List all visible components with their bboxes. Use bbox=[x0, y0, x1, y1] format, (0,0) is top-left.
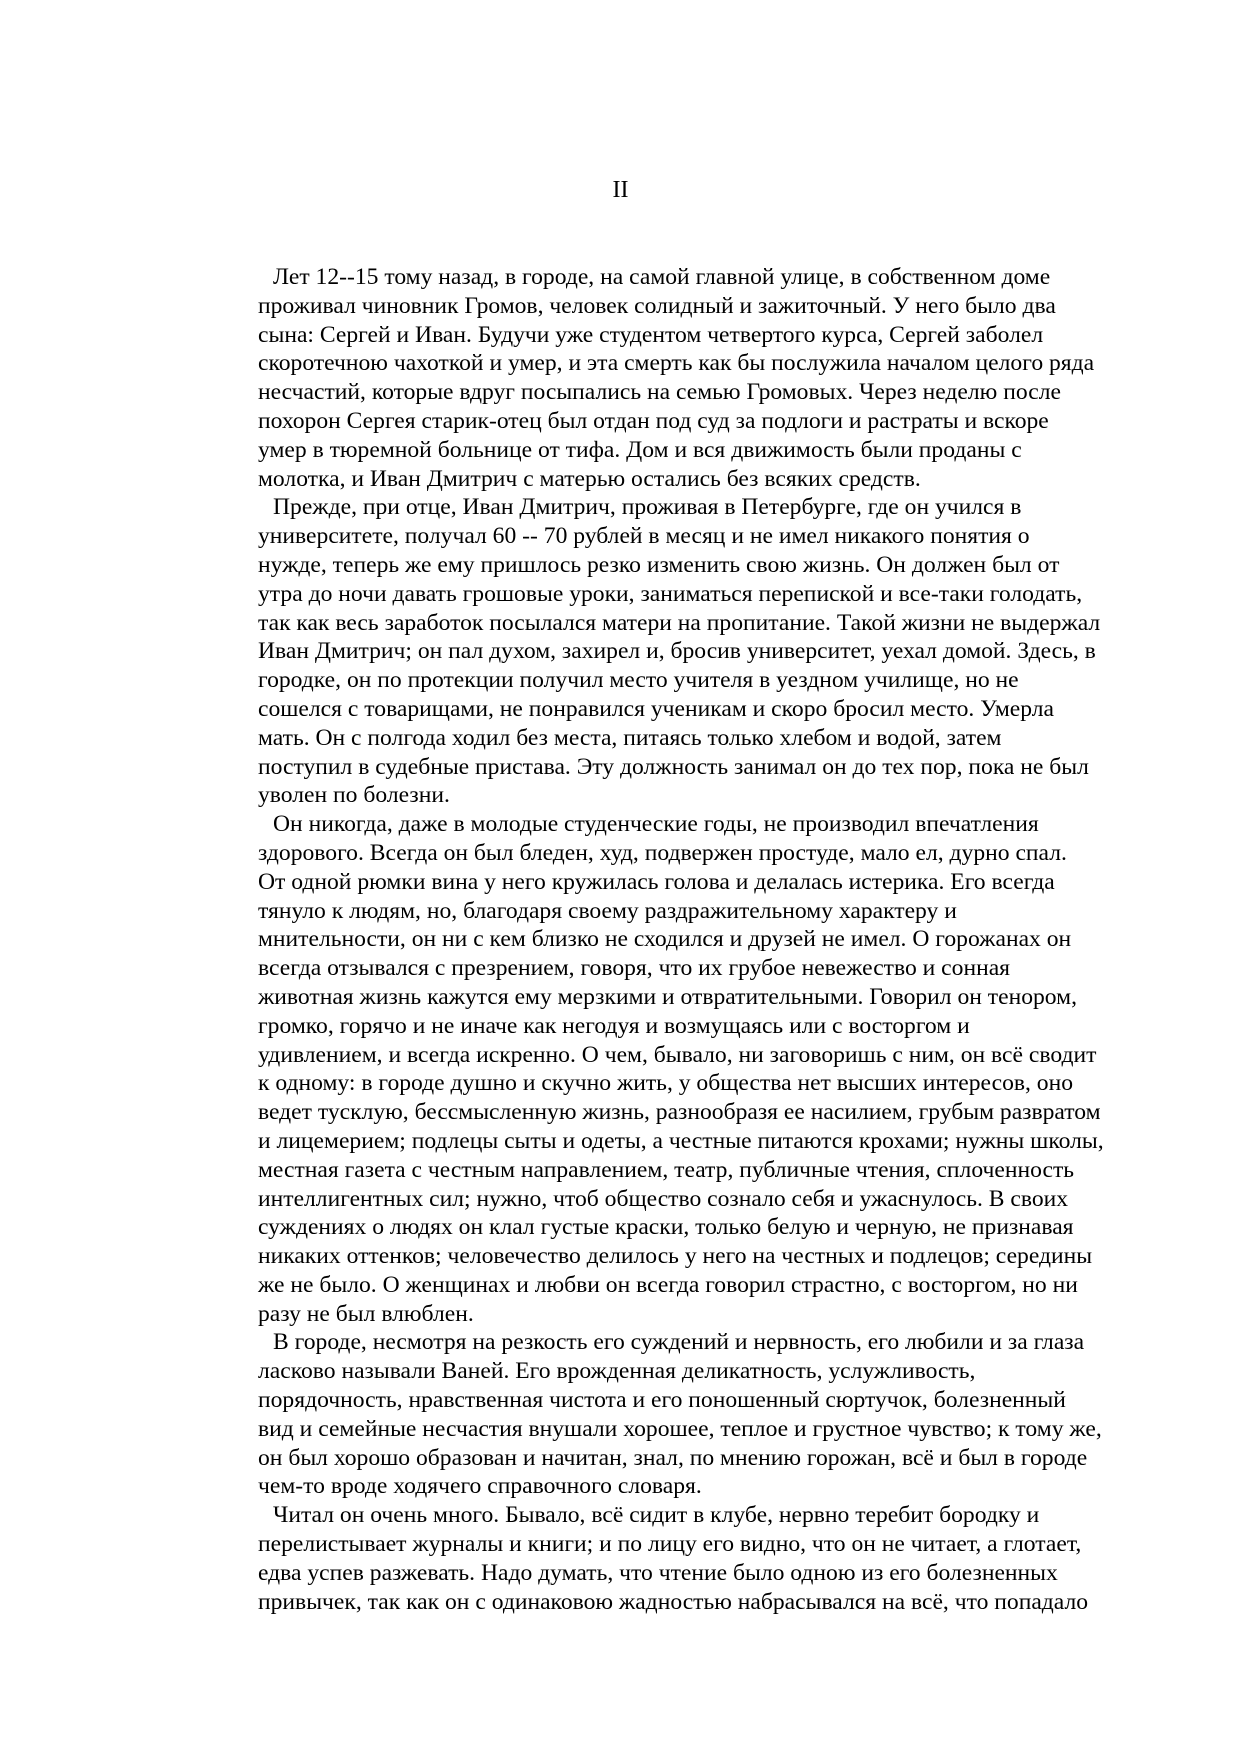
text-line: мать. Он с полгода ходил без места, питаясь только хлебом и водой, затем bbox=[258, 724, 1002, 751]
text-line: поступил в судебные пристава. Эту должность занимал он до тех пор, пока не был bbox=[258, 753, 1089, 780]
text-line: и лицемерием; подлецы сыты и одеты, а честные питаются крохами; нужны школы, bbox=[258, 1127, 1104, 1154]
text-line: городке, он по протекции получил место учителя в уездном училище, но не bbox=[258, 667, 1019, 694]
text-line: порядочность, нравственная чистота и его поношенный сюртучок, болезненный bbox=[258, 1387, 1066, 1414]
text-line: похорон Сергея старик-отец был отдан под суд за подлоги и растраты и вскоре bbox=[258, 407, 1049, 434]
text-line: местная газета с честным направлением, театр, публичные чтения, сплоченность bbox=[258, 1156, 1075, 1183]
text-line: громко, горячо и не иначе как негодуя и возмущаясь или с восторгом и bbox=[258, 1012, 970, 1039]
text-line: проживал чиновник Громов, человек солидный и зажиточный. У него было два bbox=[258, 292, 1056, 319]
text-line: ведет тусклую, бессмысленную жизнь, разнообразя ее насилием, грубым развратом bbox=[258, 1099, 1101, 1126]
text-line: несчастий, которые вдруг посыпались на семью Громовых. Через неделю после bbox=[258, 379, 1061, 406]
text-line: нужде, теперь же ему пришлось резко изменить свою жизнь. Он должен был от bbox=[258, 551, 1060, 578]
text-line: никаких оттенков; человечество делилось у него на честных и подлецов; середины bbox=[258, 1243, 1093, 1270]
text-line: чем-то вроде ходячего справочного словаря. bbox=[258, 1473, 702, 1500]
paragraph-first-line: Читал он очень много. Бывало, всё сидит в клубе, нервно теребит бородку и bbox=[273, 1502, 1040, 1529]
text-line: мнительности, он ни с кем близко не сходился и друзей не имел. О горожанах он bbox=[258, 926, 1072, 953]
text-line: Иван Дмитрич; он пал духом, захирел и, бросив университет, уехал домой. Здесь, в bbox=[258, 638, 1096, 665]
text-line: всегда отзывался с презрением, говоря, что их грубое невежество и сонная bbox=[258, 955, 1011, 982]
text-line: умер в тюремной больнице от тифа. Дом и вся движимость были проданы с bbox=[258, 436, 1022, 463]
text-line: же не было. О женщинах и любви он всегда говорил страстно, с восторгом, но ни bbox=[258, 1271, 1078, 1298]
text-line: От одной рюмки вина у него кружилась голова и делалась истерика. Его всегда bbox=[258, 868, 1055, 895]
text-line: разу не был влюблен. bbox=[258, 1300, 474, 1327]
text-line: ласково называли Ваней. Его врожденная деликатность, услужливость, bbox=[258, 1358, 976, 1385]
text-line: интеллигентных сил; нужно, чтоб общество сознало себя и ужаснулось. В своих bbox=[258, 1185, 1069, 1212]
paragraph-first-line: В городе, несмотря на резкость его суждений и нервность, его любили и за глаза bbox=[273, 1329, 1085, 1356]
text-line: перелистывает журналы и книги; и по лицу его видно, что он не читает, а глотает, bbox=[258, 1531, 1082, 1558]
text-line: так как весь заработок посылался матери на пропитание. Такой жизни не выдержал bbox=[258, 609, 1101, 636]
text-line: он был хорошо образован и начитан, знал, по мнению горожан, всё и был в городе bbox=[258, 1444, 1088, 1471]
text-line: едва успев разжевать. Надо думать, что чтение было одною из его болезненных bbox=[258, 1559, 1058, 1586]
text-line: удивлением, и всегда искренно. О чем, бывало, ни заговоришь с ним, он всё сводит bbox=[258, 1041, 1097, 1068]
text-line: сошелся с товарищами, не понравился ученикам и скоро бросил место. Умерла bbox=[258, 695, 1054, 722]
paragraph-first-line: Он никогда, даже в молодые студенческие годы, не производил впечатления bbox=[273, 811, 1039, 838]
text-line: уволен по болезни. bbox=[258, 782, 450, 809]
text-line: тянуло к людям, но, благодаря своему раздражительному характеру и bbox=[258, 897, 957, 924]
text-line: животная жизнь кажутся ему мерзкими и отвратительными. Говорил он тенором, bbox=[258, 983, 1077, 1010]
text-line: вид и семейные несчастия внушали хорошее, теплое и грустное чувство; к тому же, bbox=[258, 1415, 1102, 1442]
text-line: к одному: в городе душно и скучно жить, у общества нет высших интересов, оно bbox=[258, 1070, 1074, 1097]
body-text bbox=[258, 263, 1158, 1616]
text-line: молотка, и Иван Дмитрич с матерью остались без всяких средств. bbox=[258, 465, 921, 492]
text-line: скоротечною чахоткой и умер, и эта смерть как бы послужила началом целого ряда bbox=[258, 350, 1095, 377]
paragraph-first-line: Прежде, при отце, Иван Дмитрич, проживая в Петербурге, где он учился в bbox=[273, 494, 1022, 521]
text-line: университете, получал 60 -- 70 рублей в месяц и не имел никакого понятия о bbox=[258, 523, 1030, 550]
paragraph-first-line: Лет 12--15 тому назад, в городе, на самой главной улице, в собственном доме bbox=[273, 264, 1051, 290]
text-line: сына: Сергей и Иван. Будучи уже студентом четвертого курса, Сергей заболел bbox=[258, 321, 1044, 348]
text-line: привычек, так как он с одинаковою жадностью набрасывался на всё, что попадало bbox=[258, 1588, 1089, 1615]
chapter-heading: II bbox=[612, 177, 629, 203]
text-line: суждениях о людях он клал густые краски, только белую и черную, не признавая bbox=[258, 1214, 1074, 1241]
text-line: утра до ночи давать грошовые уроки, заниматься перепиской и все-таки голодать, bbox=[258, 580, 1083, 607]
text-line: здорового. Всегда он был бледен, худ, подвержен простуде, мало ел, дурно спал. bbox=[258, 839, 1067, 866]
